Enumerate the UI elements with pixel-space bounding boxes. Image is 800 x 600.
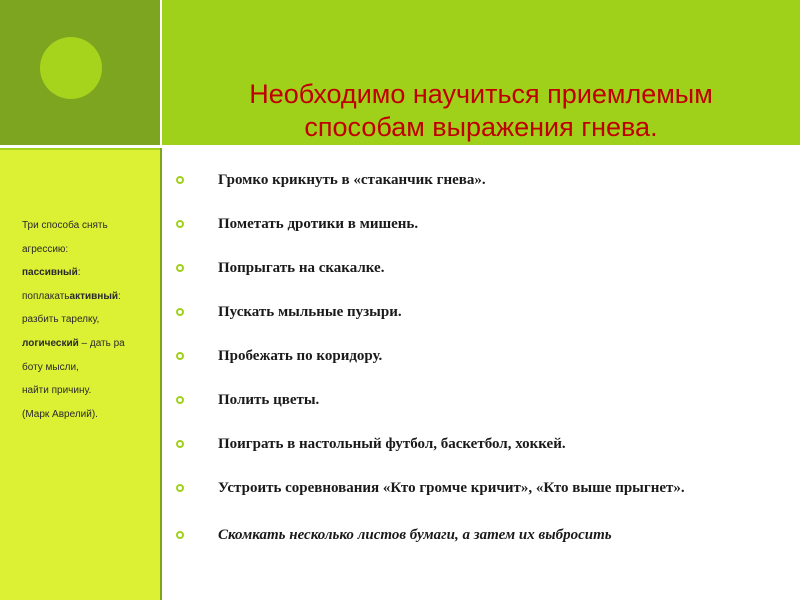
bullet-circle-icon xyxy=(176,176,184,184)
list-item: Пометать дротики в мишень. xyxy=(176,214,786,234)
slide-title xyxy=(162,78,800,144)
aside-line: агрессию: xyxy=(22,243,69,255)
list-item: Пробежать по коридору. xyxy=(176,346,786,366)
bullet-circle-icon xyxy=(176,484,184,492)
bullet-circle-icon xyxy=(176,531,184,539)
list-item: Поиграть в настольный футбол, баскетбол, хоккей. xyxy=(176,434,786,454)
aside-note xyxy=(22,214,157,426)
aside-line: пассивный: xyxy=(22,267,81,279)
aside-line: логический – дать ра xyxy=(22,337,125,349)
aside-line: Три способа снять xyxy=(22,220,108,231)
bullet-circle-icon xyxy=(176,264,184,272)
bullet-circle-icon xyxy=(176,352,184,360)
bullet-list xyxy=(176,170,786,545)
aside-line: поплакатьактивный: xyxy=(22,290,121,302)
aside-line: боту мысли, xyxy=(22,361,79,373)
bullet-circle-icon xyxy=(176,308,184,316)
title-line-2: способам выражения гнева. xyxy=(304,112,658,142)
list-item: Пускать мыльные пузыри. xyxy=(176,302,786,322)
bullet-circle-icon xyxy=(176,220,184,228)
list-item: Попрыгать на скакалке. xyxy=(176,258,786,278)
bullet-circle-icon xyxy=(176,440,184,448)
list-item: Полить цветы. xyxy=(176,390,786,410)
title-line-1: Необходимо научиться приемлемым xyxy=(249,79,713,109)
list-item: Громко крикнуть в «стаканчик гнева». xyxy=(176,170,786,190)
aside-line: (Марк Аврелий). xyxy=(22,408,98,420)
aside-line: разбить тарелку, xyxy=(22,314,100,326)
list-item: Устроить соревнования «Кто громче кричит», «Кто выше прыгнет». xyxy=(176,478,786,498)
bullet-circle-icon xyxy=(176,396,184,404)
left-panel-border xyxy=(160,148,162,600)
aside-line: найти причину. xyxy=(22,385,92,397)
decorative-circle xyxy=(40,37,102,99)
list-item: Скомкать несколько листов бумаги, а затем их выбросить xyxy=(176,525,786,545)
